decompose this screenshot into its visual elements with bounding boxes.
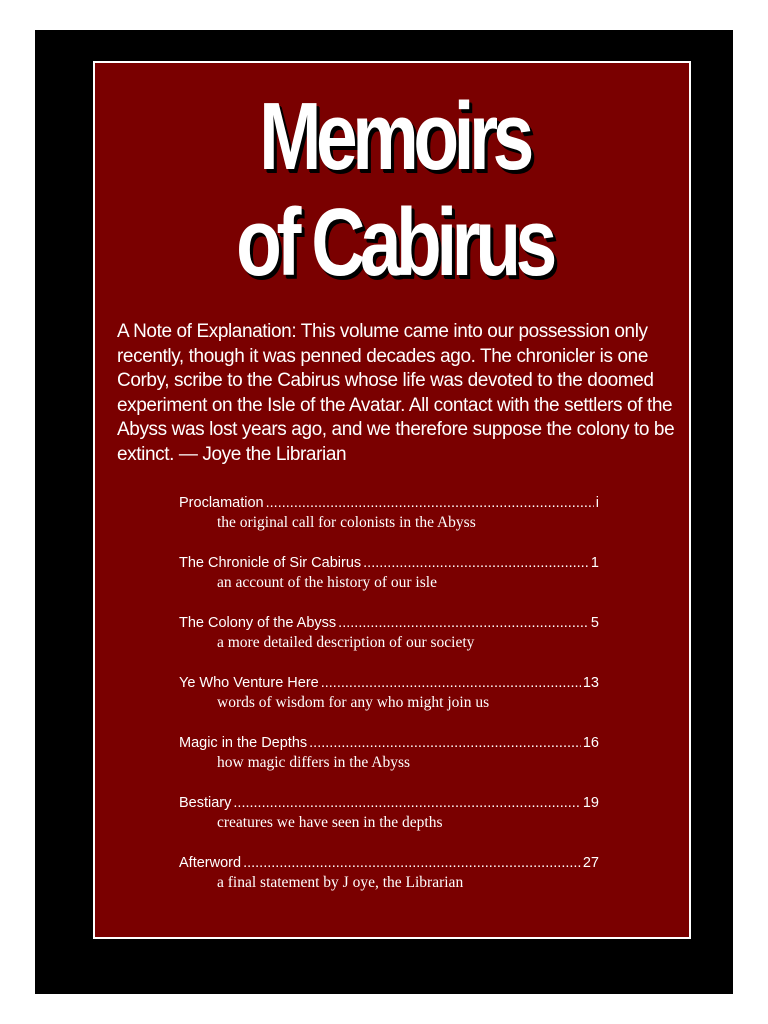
toc-entry-bestiary bbox=[179, 793, 599, 853]
title-line-2: of Cabirus bbox=[236, 189, 552, 296]
toc-title: The Colony of the Abyss bbox=[179, 615, 337, 631]
toc-entry-proclamation bbox=[179, 493, 599, 553]
toc-leader bbox=[338, 613, 589, 633]
toc-title: Proclamation bbox=[179, 495, 264, 511]
cover-panel bbox=[93, 61, 691, 939]
toc-page: 19 bbox=[582, 795, 599, 811]
toc-leader bbox=[309, 733, 581, 753]
explanation-note: A Note of Explanation: This volume came into our possession only recently, though it was penned decades ago. The chronicler is one Corby, scribe to the Cabirus whose life was devoted to the doomed experiment on the Isle of the Avatar. All contact with the settlers of the Abyss was lost years ago, and we therefore suppose the colony to be extinct. — Joye the Librarian bbox=[117, 321, 675, 465]
toc-title: Afterword bbox=[179, 855, 242, 871]
toc-description: how magic differs in the Abyss bbox=[217, 754, 411, 771]
toc-description: a more detailed description of our society bbox=[217, 634, 475, 651]
toc-description: the original call for colonists in the Abyss bbox=[217, 514, 476, 531]
toc-entry-venture bbox=[179, 673, 599, 733]
toc-page: 1 bbox=[590, 555, 599, 571]
toc-page: i bbox=[595, 495, 599, 511]
toc-title: The Chronicle of Sir Cabirus bbox=[179, 555, 362, 571]
toc-title: Bestiary bbox=[179, 795, 232, 811]
table-of-contents bbox=[179, 493, 599, 913]
toc-leader bbox=[243, 853, 581, 873]
toc-description: an account of the history of our isle bbox=[217, 574, 437, 591]
toc-leader bbox=[321, 673, 581, 693]
toc-description: creatures we have seen in the depths bbox=[217, 814, 443, 831]
title-line-1: Memoirs bbox=[259, 83, 529, 190]
toc-title: Magic in the Depths bbox=[179, 735, 308, 751]
toc-page: 13 bbox=[582, 675, 599, 691]
toc-entry-chronicle bbox=[179, 553, 599, 613]
black-border bbox=[35, 30, 733, 994]
toc-description: a final statement by J oye, the Librarian bbox=[217, 874, 464, 891]
toc-title: Ye Who Venture Here bbox=[179, 675, 319, 691]
toc-entry-magic bbox=[179, 733, 599, 793]
toc-description: words of wisdom for any who might join us bbox=[217, 694, 490, 711]
toc-entry-colony bbox=[179, 613, 599, 673]
toc-leader bbox=[363, 553, 589, 573]
toc-leader bbox=[266, 493, 594, 513]
toc-page: 27 bbox=[582, 855, 599, 871]
toc-leader bbox=[233, 793, 580, 813]
toc-entry-afterword bbox=[179, 853, 599, 913]
toc-page: 5 bbox=[590, 615, 599, 631]
toc-page: 16 bbox=[582, 735, 599, 751]
